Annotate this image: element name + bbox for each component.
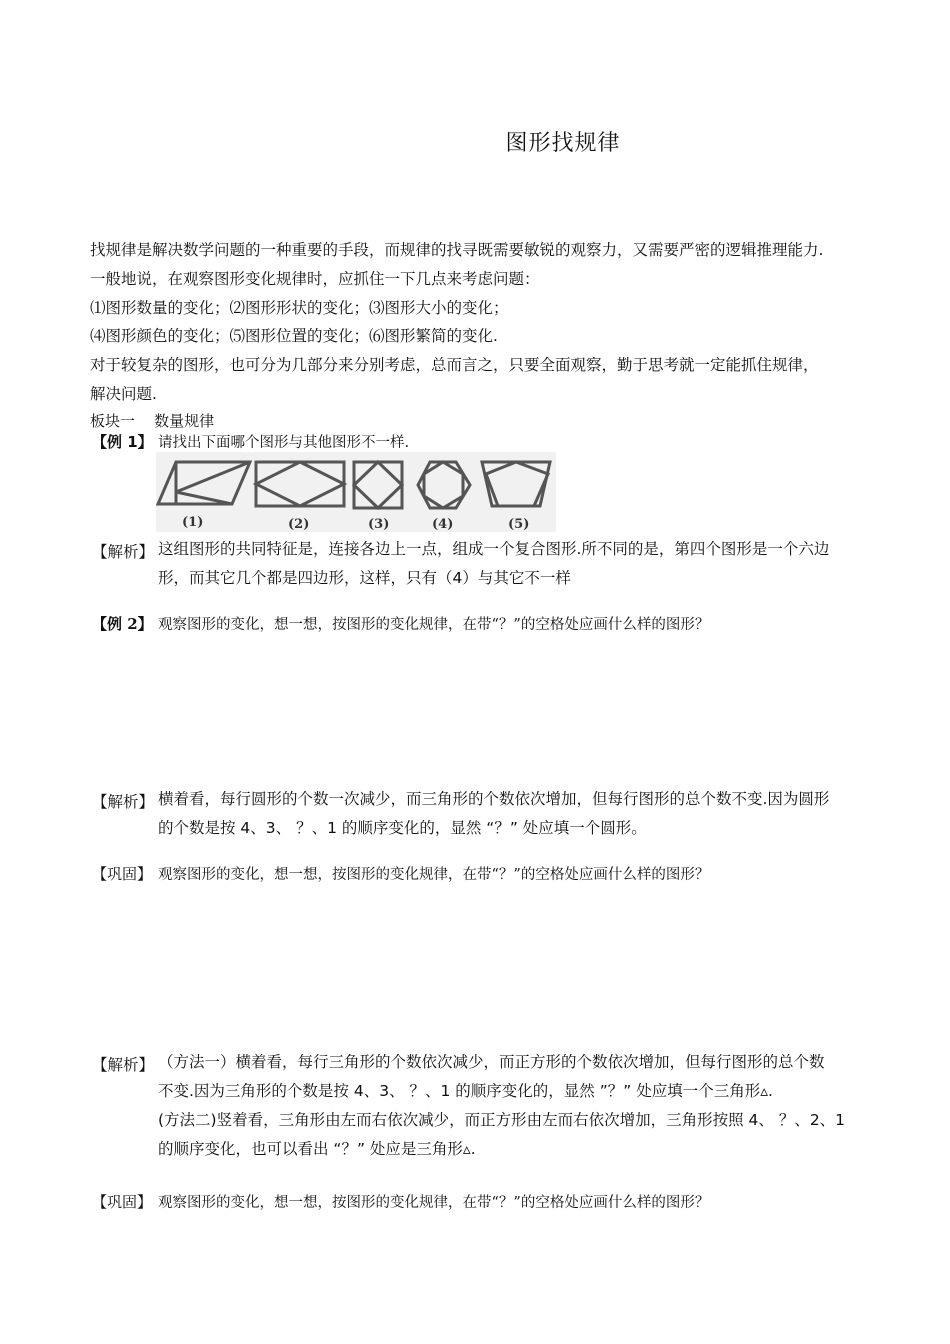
practice1-tag: 【巩固】 xyxy=(92,865,153,883)
analysis1-line-2: 形，而其它几个都是四边形，这样，只有（4）与其它不一样 xyxy=(158,569,571,587)
shapes-svg xyxy=(156,452,556,532)
analysis3-line-2: 不变.因为三角形的个数是按 4、3、 ？、1 的顺序变化的，显然 ”？” 处应填一个三角形▵. xyxy=(158,1082,773,1100)
intro-line-3: ⑴图形数量的变化；⑵图形形状的变化；⑶图形大小的变化； xyxy=(90,299,509,317)
example1-text: 请找出下面哪个图形与其他图形不一样. xyxy=(158,435,410,451)
figure-background xyxy=(156,452,556,532)
intro-line-2: 一般地说，在观察图形变化规律时，应抓住一下几点来考虑问题： xyxy=(90,270,540,288)
practice2-text: 观察图形的变化，想一想，按图形的变化规律，在带“？”的空格处应画什么样的图形？ xyxy=(158,1195,710,1211)
practice1-text: 观察图形的变化，想一想，按图形的变化规律，在带“？”的空格处应画什么样的图形？ xyxy=(158,867,710,883)
figure-label-1: (1) xyxy=(182,515,204,530)
intro-line-6: 解决问题. xyxy=(90,385,157,403)
intro-line-5: 对于较复杂的图形，也可分为几部分来分别考虑，总而言之，只要全面观察，勤于思考就一定能抓住规律， xyxy=(90,356,819,374)
analysis3-line-1: （方法一）横着看，每行三角形的个数依次减少，而正方形的个数依次增加，但每行图形的总个数 xyxy=(158,1053,825,1071)
analysis3-line-4: 的顺序变化，也可以看出 “？” 处应是三角形▵. xyxy=(158,1140,476,1158)
analysis3-line-3: (方法二)竖着看，三角形由左而右依次减少，而正方形由左而右依次增加，三角形按照 4、 ？、2、1 xyxy=(158,1111,846,1129)
section-label: 板块一 数量规律 xyxy=(90,412,215,430)
example1-tag: 【例 1】 xyxy=(92,433,153,451)
page-title: 图形找规律 xyxy=(505,131,621,156)
analysis3-text xyxy=(158,1048,888,1164)
figure-label-2: (2) xyxy=(288,517,310,532)
analysis2-line-1: 横着看，每行圆形的个数一次减少，而三角形的个数依次增加，但每行图形的总个数不变.因为圆形 xyxy=(158,790,830,808)
analysis1-text xyxy=(158,535,888,593)
shapes-figure xyxy=(156,452,556,532)
analysis3-tag: 【解析】 xyxy=(92,1056,155,1074)
intro-line-1: 找规律是解决数学问题的一种重要的手段，而规律的找寻既需要敏锐的观察力，又需要严密的逻辑推理能力. xyxy=(90,241,824,259)
figure-label-3: (3) xyxy=(368,517,390,532)
analysis2-tag: 【解析】 xyxy=(92,793,155,811)
analysis2-line-2: 的个数是按 4、3、 ？、1 的顺序变化的，显然 “？” 处应填一个圆形。 xyxy=(158,819,647,837)
figure-label-4: (4) xyxy=(432,517,454,532)
practice2-tag: 【巩固】 xyxy=(92,1193,153,1211)
analysis1-line-1: 这组图形的共同特征是，连接各边上一点，组成一个复合图形.所不同的是，第四个图形是一个六边 xyxy=(158,540,830,558)
analysis2-text xyxy=(158,785,888,843)
figure-label-5: (5) xyxy=(508,517,530,532)
example2-tag: 【例 2】 xyxy=(92,615,153,633)
example2-text: 观察图形的变化，想一想，按图形的变化规律，在带“？”的空格处应画什么样的图形？ xyxy=(158,617,710,633)
intro-line-4: ⑷图形颜色的变化；⑸图形位置的变化；⑹图形繁简的变化. xyxy=(90,327,498,345)
analysis1-tag: 【解析】 xyxy=(92,543,155,561)
